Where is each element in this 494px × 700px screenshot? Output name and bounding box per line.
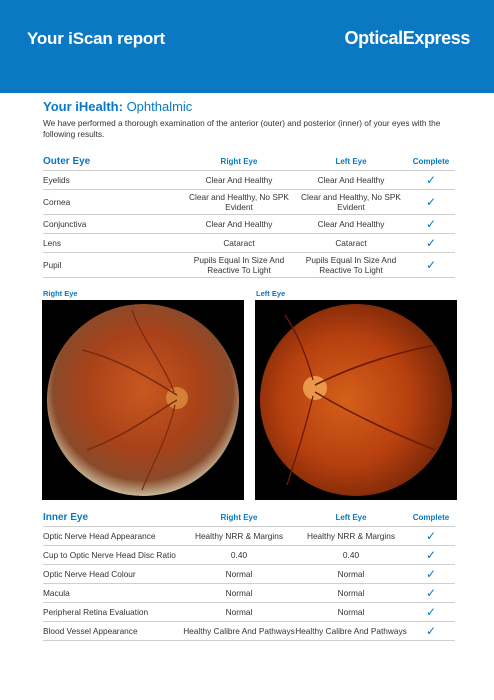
check-icon: ✓ — [407, 527, 455, 546]
table-header-row — [43, 152, 455, 171]
check-icon: ✓ — [407, 565, 455, 584]
left-fundus-graphic — [255, 300, 457, 500]
right-fundus-graphic — [42, 300, 244, 500]
row-label: Eyelids — [43, 171, 183, 190]
left-eye-value: Healthy NRR & Margins — [295, 527, 407, 546]
table-row — [43, 622, 455, 641]
column-header: Right Eye — [220, 512, 258, 522]
section-title: Your iHealth: — [43, 99, 123, 114]
row-label: Peripheral Retina Evaluation — [43, 603, 183, 622]
left-eye-value: Pupils Equal In Size And Reactive To Light — [295, 253, 407, 278]
left-eye-fundus-image — [255, 300, 457, 500]
right-eye-value: Healthy NRR & Margins — [183, 527, 295, 546]
row-label: Optic Nerve Head Colour — [43, 565, 183, 584]
table-row — [43, 171, 455, 190]
left-eye-value: Normal — [295, 584, 407, 603]
right-eye-value: Clear and Healthy, No SPK Evident — [183, 190, 295, 215]
left-eye-value: Clear And Healthy — [295, 171, 407, 190]
outer-eye-table — [43, 152, 455, 278]
right-eye-value: Normal — [183, 565, 295, 584]
row-label: Optic Nerve Head Appearance — [43, 527, 183, 546]
check-icon: ✓ — [407, 603, 455, 622]
table-row — [43, 234, 455, 253]
row-label: Cup to Optic Nerve Head Disc Ratio — [43, 546, 183, 565]
right-eye-value: Cataract — [183, 234, 295, 253]
right-eye-value: Normal — [183, 584, 295, 603]
column-header: Left Eye — [335, 512, 367, 522]
check-icon: ✓ — [407, 584, 455, 603]
column-header: Outer Eye — [43, 155, 91, 167]
right-eye-value: Healthy Calibre And Pathways — [183, 622, 295, 641]
column-header: Left Eye — [335, 156, 367, 166]
table-row — [43, 215, 455, 234]
left-eye-value: Cataract — [295, 234, 407, 253]
row-label: Macula — [43, 584, 183, 603]
column-header: Complete — [412, 512, 450, 522]
left-eye-value: Normal — [295, 603, 407, 622]
table-row — [43, 190, 455, 215]
check-icon: ✓ — [407, 190, 455, 215]
check-icon: ✓ — [407, 622, 455, 641]
left-eye-value: Healthy Calibre And Pathways — [295, 622, 407, 641]
row-label: Conjunctiva — [43, 215, 183, 234]
left-eye-value: Clear and Healthy, No SPK Evident — [295, 190, 407, 215]
table-header-row — [43, 508, 455, 527]
right-eye-value: Clear And Healthy — [183, 171, 295, 190]
table-row — [43, 603, 455, 622]
right-eye-value: Normal — [183, 603, 295, 622]
right-eye-value: Clear And Healthy — [183, 215, 295, 234]
report-title: Your iScan report — [27, 29, 165, 48]
inner-eye-table — [43, 508, 455, 641]
column-header: Inner Eye — [43, 511, 89, 523]
section-subtitle: Ophthalmic — [126, 99, 193, 114]
section-heading — [43, 99, 192, 114]
column-header: Complete — [412, 156, 450, 166]
check-icon: ✓ — [407, 546, 455, 565]
check-icon: ✓ — [407, 171, 455, 190]
table-row — [43, 584, 455, 603]
row-label: Lens — [43, 234, 183, 253]
right-eye-fundus-image — [42, 300, 244, 500]
left-eye-image-label: Left Eye — [256, 289, 286, 298]
check-icon: ✓ — [407, 215, 455, 234]
brand-logo: OpticalExpress — [344, 28, 470, 48]
row-label: Cornea — [43, 190, 183, 215]
check-icon: ✓ — [407, 253, 455, 278]
left-eye-value: 0.40 — [295, 546, 407, 565]
table-row — [43, 546, 455, 565]
check-icon: ✓ — [407, 234, 455, 253]
table-row — [43, 527, 455, 546]
row-label: Blood Vessel Appearance — [43, 622, 183, 641]
row-label: Pupil — [43, 253, 183, 278]
left-eye-value: Normal — [295, 565, 407, 584]
right-eye-value: 0.40 — [183, 546, 295, 565]
table-row — [43, 565, 455, 584]
column-header: Right Eye — [220, 156, 258, 166]
report-header — [0, 0, 494, 93]
intro-text: We have performed a thorough examination of the anterior (outer) and posterior (inner) of your eyes with the following results. — [43, 118, 441, 139]
right-eye-image-label: Right Eye — [43, 289, 78, 298]
table-row — [43, 253, 455, 278]
left-eye-value: Clear And Healthy — [295, 215, 407, 234]
right-eye-value: Pupils Equal In Size And Reactive To Light — [183, 253, 295, 278]
